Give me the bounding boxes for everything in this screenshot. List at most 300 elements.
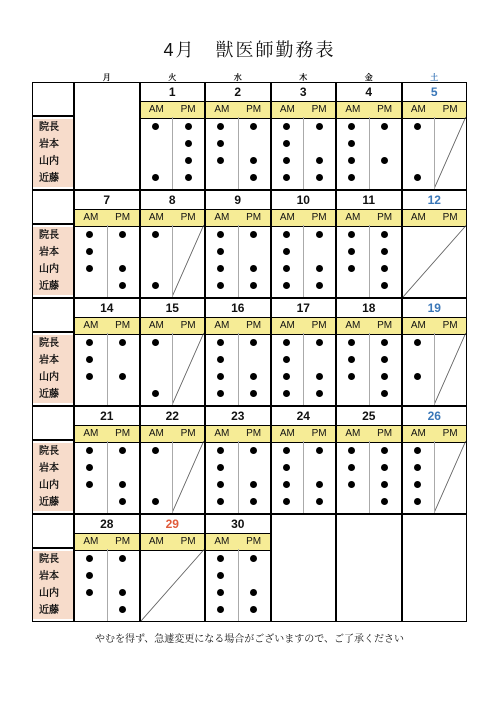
attendance-dot xyxy=(316,447,323,454)
pm-label: PM xyxy=(246,320,262,331)
attendance-dot xyxy=(283,174,290,181)
day-number: 15 xyxy=(165,301,179,315)
day-number: 29 xyxy=(165,517,179,531)
attendance-dot xyxy=(283,123,290,130)
day-cell xyxy=(402,190,468,298)
staff-name: 山内 xyxy=(33,153,73,170)
am-label: AM xyxy=(148,104,164,115)
attendance-dot xyxy=(250,265,257,272)
attendance-dot xyxy=(86,464,93,471)
attendance-dot xyxy=(250,157,257,164)
attendance-dot xyxy=(348,174,355,181)
attendance-dot xyxy=(283,339,290,346)
day-number: 5 xyxy=(430,85,438,99)
ampm-separator xyxy=(369,225,370,297)
day-cell xyxy=(336,298,402,406)
day-cell xyxy=(271,298,337,406)
closed-slash xyxy=(434,333,466,405)
attendance-dot xyxy=(217,481,224,488)
day-number: 24 xyxy=(296,409,310,423)
pm-label: PM xyxy=(442,320,458,331)
attendance-dot xyxy=(152,498,159,505)
attendance-dot xyxy=(152,174,159,181)
day-number: 9 xyxy=(234,193,242,207)
day-number: 2 xyxy=(234,85,242,99)
day-cell xyxy=(205,406,271,514)
day-number: 18 xyxy=(362,301,376,315)
am-label: AM xyxy=(345,212,361,223)
staff-names-column xyxy=(32,440,74,514)
attendance-dot xyxy=(86,339,93,346)
pm-label: PM xyxy=(180,428,196,439)
attendance-dot xyxy=(316,231,323,238)
day-number: 14 xyxy=(100,301,114,315)
pm-label: PM xyxy=(377,212,393,223)
day-cell xyxy=(336,406,402,514)
attendance-dot xyxy=(348,140,355,147)
am-label: AM xyxy=(148,428,164,439)
staff-name: 山内 xyxy=(33,261,73,278)
am-label: AM xyxy=(345,320,361,331)
staff-name: 山内 xyxy=(33,585,73,602)
pm-label: PM xyxy=(377,104,393,115)
attendance-dot xyxy=(381,248,388,255)
staff-name: 岩本 xyxy=(33,568,73,585)
attendance-dot xyxy=(217,390,224,397)
pm-label: PM xyxy=(311,320,327,331)
staff-name: 近藤 xyxy=(33,386,73,403)
day-number: 28 xyxy=(100,517,114,531)
names-header-blank xyxy=(32,298,74,332)
pm-label: PM xyxy=(377,320,393,331)
day-cell xyxy=(205,82,271,190)
ampm-separator xyxy=(369,117,370,189)
day-cell xyxy=(336,82,402,190)
weekday-label: 火 xyxy=(168,73,177,82)
attendance-dot xyxy=(348,248,355,255)
day-number: 3 xyxy=(299,85,307,99)
pm-label: PM xyxy=(442,428,458,439)
weekday-label: 月 xyxy=(102,73,111,82)
schedule-grid xyxy=(32,82,465,624)
day-number: 16 xyxy=(231,301,245,315)
closed-slash xyxy=(434,441,466,513)
ampm-separator xyxy=(434,333,435,405)
ampm-separator xyxy=(238,333,239,405)
attendance-dot xyxy=(283,157,290,164)
am-label: AM xyxy=(279,212,295,223)
attendance-dot xyxy=(381,373,388,380)
closed-slash xyxy=(434,117,466,189)
pm-label: PM xyxy=(115,536,131,547)
pm-label: PM xyxy=(311,212,327,223)
pm-label: PM xyxy=(311,428,327,439)
attendance-dot xyxy=(86,572,93,579)
attendance-dot xyxy=(250,606,257,613)
attendance-dot xyxy=(316,174,323,181)
attendance-dot xyxy=(185,123,192,130)
attendance-dot xyxy=(119,231,126,238)
day-number: 25 xyxy=(362,409,376,423)
ampm-separator xyxy=(107,333,108,405)
weekday-label: 水 xyxy=(233,73,242,82)
attendance-dot xyxy=(250,498,257,505)
empty-day-cell xyxy=(271,514,337,622)
names-header-blank xyxy=(32,406,74,440)
day-number: 7 xyxy=(103,193,111,207)
attendance-dot xyxy=(348,356,355,363)
staff-names-column xyxy=(32,224,74,298)
attendance-dot xyxy=(217,572,224,579)
attendance-dot xyxy=(316,123,323,130)
attendance-dot xyxy=(316,498,323,505)
staff-name: 山内 xyxy=(33,477,73,494)
am-label: AM xyxy=(83,212,99,223)
attendance-dot xyxy=(414,481,421,488)
attendance-dot xyxy=(217,265,224,272)
attendance-dot xyxy=(316,265,323,272)
names-header-blank xyxy=(32,190,74,224)
day-number: 26 xyxy=(427,409,441,423)
attendance-dot xyxy=(152,123,159,130)
attendance-dot xyxy=(217,498,224,505)
attendance-dot xyxy=(381,390,388,397)
attendance-dot xyxy=(348,123,355,130)
am-label: AM xyxy=(83,428,99,439)
attendance-dot xyxy=(250,481,257,488)
week-row xyxy=(32,82,465,190)
attendance-dot xyxy=(250,231,257,238)
am-label: AM xyxy=(345,104,361,115)
closed-slash xyxy=(172,333,204,405)
day-number: 10 xyxy=(296,193,310,207)
staff-name: 近藤 xyxy=(33,278,73,295)
pm-label: PM xyxy=(115,212,131,223)
closed-slash xyxy=(141,549,205,621)
closed-slash xyxy=(172,225,204,297)
attendance-dot xyxy=(217,464,224,471)
day-cell xyxy=(402,298,468,406)
day-cell xyxy=(140,82,206,190)
ampm-separator xyxy=(107,441,108,513)
attendance-dot xyxy=(414,498,421,505)
day-cell xyxy=(402,406,468,514)
ampm-separator xyxy=(238,441,239,513)
attendance-dot xyxy=(381,481,388,488)
day-cell xyxy=(140,406,206,514)
week-row xyxy=(32,406,465,514)
names-header-blank xyxy=(32,514,74,548)
attendance-dot xyxy=(316,390,323,397)
attendance-dot xyxy=(86,248,93,255)
pm-label: PM xyxy=(246,428,262,439)
pm-label: PM xyxy=(115,428,131,439)
attendance-dot xyxy=(348,265,355,272)
am-label: AM xyxy=(279,320,295,331)
attendance-dot xyxy=(250,373,257,380)
attendance-dot xyxy=(86,555,93,562)
attendance-dot xyxy=(316,373,323,380)
attendance-dot xyxy=(283,231,290,238)
ampm-separator xyxy=(172,225,173,297)
staff-name: 山内 xyxy=(33,369,73,386)
attendance-dot xyxy=(414,123,421,130)
attendance-dot xyxy=(316,282,323,289)
attendance-dot xyxy=(283,373,290,380)
pm-label: PM xyxy=(311,104,327,115)
staff-name: 院長 xyxy=(33,551,73,568)
attendance-dot xyxy=(86,356,93,363)
pm-label: PM xyxy=(246,536,262,547)
am-label: AM xyxy=(148,320,164,331)
ampm-separator xyxy=(369,441,370,513)
attendance-dot xyxy=(381,231,388,238)
am-label: AM xyxy=(410,320,426,331)
attendance-dot xyxy=(250,589,257,596)
staff-name: 院長 xyxy=(33,119,73,136)
attendance-dot xyxy=(250,447,257,454)
day-cell xyxy=(140,514,206,622)
pm-label: PM xyxy=(115,320,131,331)
page-title: 4月 獣医師勤務表 xyxy=(163,40,336,60)
pm-label: PM xyxy=(246,104,262,115)
attendance-dot xyxy=(381,157,388,164)
attendance-dot xyxy=(414,174,421,181)
am-label: AM xyxy=(214,320,230,331)
attendance-dot xyxy=(283,248,290,255)
attendance-dot xyxy=(119,339,126,346)
attendance-dot xyxy=(86,373,93,380)
am-label: AM xyxy=(410,428,426,439)
weekday-label: 金 xyxy=(364,73,373,82)
pm-label: PM xyxy=(180,104,196,115)
pm-label: PM xyxy=(180,212,196,223)
attendance-dot xyxy=(119,265,126,272)
day-number: 4 xyxy=(365,85,373,99)
ampm-separator xyxy=(107,225,108,297)
staff-name: 近藤 xyxy=(33,170,73,187)
staff-name: 近藤 xyxy=(33,602,73,619)
weekday-label: 土 xyxy=(430,73,439,82)
day-cell xyxy=(74,406,140,514)
attendance-dot xyxy=(283,464,290,471)
attendance-dot xyxy=(414,464,421,471)
day-cell xyxy=(336,190,402,298)
attendance-dot xyxy=(316,339,323,346)
day-cell xyxy=(140,298,206,406)
am-label: AM xyxy=(214,104,230,115)
attendance-dot xyxy=(381,123,388,130)
week-row xyxy=(32,514,465,622)
attendance-dot xyxy=(119,447,126,454)
attendance-dot xyxy=(185,174,192,181)
attendance-dot xyxy=(348,157,355,164)
attendance-dot xyxy=(348,231,355,238)
attendance-dot xyxy=(283,356,290,363)
day-number: 11 xyxy=(362,193,376,207)
day-cell xyxy=(74,190,140,298)
staff-names-column xyxy=(32,332,74,406)
day-number: 21 xyxy=(100,409,114,423)
attendance-dot xyxy=(250,555,257,562)
attendance-dot xyxy=(217,282,224,289)
attendance-dot xyxy=(348,339,355,346)
attendance-dot xyxy=(348,464,355,471)
attendance-dot xyxy=(381,498,388,505)
am-label: AM xyxy=(83,320,99,331)
am-label: AM xyxy=(410,212,426,223)
attendance-dot xyxy=(283,481,290,488)
attendance-dot xyxy=(152,282,159,289)
am-label: AM xyxy=(214,212,230,223)
day-number: 8 xyxy=(168,193,176,207)
attendance-dot xyxy=(283,390,290,397)
am-label: AM xyxy=(279,428,295,439)
day-number: 19 xyxy=(427,301,441,315)
ampm-separator xyxy=(434,117,435,189)
attendance-dot xyxy=(348,447,355,454)
am-label: AM xyxy=(345,428,361,439)
attendance-dot xyxy=(381,282,388,289)
attendance-dot xyxy=(217,589,224,596)
ampm-separator xyxy=(238,225,239,297)
am-label: AM xyxy=(148,536,164,547)
am-label: AM xyxy=(410,104,426,115)
attendance-dot xyxy=(250,390,257,397)
attendance-dot xyxy=(119,498,126,505)
attendance-dot xyxy=(381,339,388,346)
day-number: 1 xyxy=(168,85,176,99)
attendance-dot xyxy=(283,447,290,454)
attendance-dot xyxy=(217,447,224,454)
staff-name: 院長 xyxy=(33,335,73,352)
attendance-dot xyxy=(185,157,192,164)
attendance-dot xyxy=(119,481,126,488)
attendance-dot xyxy=(217,248,224,255)
attendance-dot xyxy=(217,123,224,130)
attendance-dot xyxy=(250,282,257,289)
am-label: AM xyxy=(214,428,230,439)
empty-day-cell xyxy=(402,514,468,622)
staff-name: 近藤 xyxy=(33,494,73,511)
pm-label: PM xyxy=(442,212,458,223)
ampm-separator xyxy=(369,333,370,405)
attendance-dot xyxy=(414,447,421,454)
ampm-separator xyxy=(303,117,304,189)
attendance-dot xyxy=(414,373,421,380)
pm-label: PM xyxy=(180,320,196,331)
week-row xyxy=(32,190,465,298)
attendance-dot xyxy=(283,498,290,505)
ampm-separator xyxy=(172,441,173,513)
attendance-dot xyxy=(316,481,323,488)
day-cell xyxy=(271,190,337,298)
attendance-dot xyxy=(381,447,388,454)
staff-name: 院長 xyxy=(33,443,73,460)
empty-day-cell xyxy=(336,514,402,622)
day-cell xyxy=(140,190,206,298)
footer-note: やむを得ず、急遽変更になる場合がございますので、ご了承ください xyxy=(95,634,404,645)
attendance-dot xyxy=(86,231,93,238)
attendance-dot xyxy=(217,339,224,346)
staff-names-column xyxy=(32,548,74,622)
weekday-label: 木 xyxy=(299,73,308,82)
attendance-dot xyxy=(381,356,388,363)
staff-name: 岩本 xyxy=(33,244,73,261)
attendance-dot xyxy=(185,140,192,147)
am-label: AM xyxy=(279,104,295,115)
ampm-separator xyxy=(303,333,304,405)
attendance-dot xyxy=(217,606,224,613)
am-label: AM xyxy=(148,212,164,223)
attendance-dot xyxy=(86,447,93,454)
am-label: AM xyxy=(214,536,230,547)
staff-name: 岩本 xyxy=(33,460,73,477)
attendance-dot xyxy=(119,373,126,380)
pm-label: PM xyxy=(180,536,196,547)
attendance-dot xyxy=(250,123,257,130)
day-cell xyxy=(402,82,468,190)
attendance-dot xyxy=(250,174,257,181)
day-number: 30 xyxy=(231,517,245,531)
closed-slash xyxy=(403,225,467,297)
attendance-dot xyxy=(152,339,159,346)
attendance-dot xyxy=(86,481,93,488)
day-number: 23 xyxy=(231,409,245,423)
names-header-blank xyxy=(32,82,74,116)
attendance-dot xyxy=(119,282,126,289)
attendance-dot xyxy=(250,339,257,346)
attendance-dot xyxy=(217,373,224,380)
day-number: 22 xyxy=(165,409,179,423)
attendance-dot xyxy=(86,589,93,596)
day-cell xyxy=(205,298,271,406)
ampm-separator xyxy=(172,333,173,405)
day-cell xyxy=(271,406,337,514)
attendance-dot xyxy=(152,390,159,397)
staff-names-column xyxy=(32,116,74,190)
attendance-dot xyxy=(348,373,355,380)
ampm-separator xyxy=(303,441,304,513)
attendance-dot xyxy=(217,231,224,238)
attendance-dot xyxy=(119,589,126,596)
attendance-dot xyxy=(217,356,224,363)
attendance-dot xyxy=(217,157,224,164)
ampm-separator xyxy=(303,225,304,297)
ampm-separator xyxy=(107,549,108,621)
empty-day-cell xyxy=(74,82,140,190)
attendance-dot xyxy=(283,282,290,289)
closed-slash xyxy=(172,441,204,513)
day-cell xyxy=(271,82,337,190)
attendance-dot xyxy=(414,339,421,346)
day-cell xyxy=(74,298,140,406)
day-number: 17 xyxy=(296,301,310,315)
attendance-dot xyxy=(152,231,159,238)
ampm-separator xyxy=(238,549,239,621)
day-cell xyxy=(205,190,271,298)
ampm-separator xyxy=(238,117,239,189)
attendance-dot xyxy=(381,464,388,471)
attendance-dot xyxy=(119,555,126,562)
pm-label: PM xyxy=(377,428,393,439)
ampm-separator xyxy=(434,441,435,513)
attendance-dot xyxy=(381,265,388,272)
attendance-dot xyxy=(152,447,159,454)
staff-name: 岩本 xyxy=(33,352,73,369)
staff-name: 院長 xyxy=(33,227,73,244)
day-number: 12 xyxy=(427,193,441,207)
